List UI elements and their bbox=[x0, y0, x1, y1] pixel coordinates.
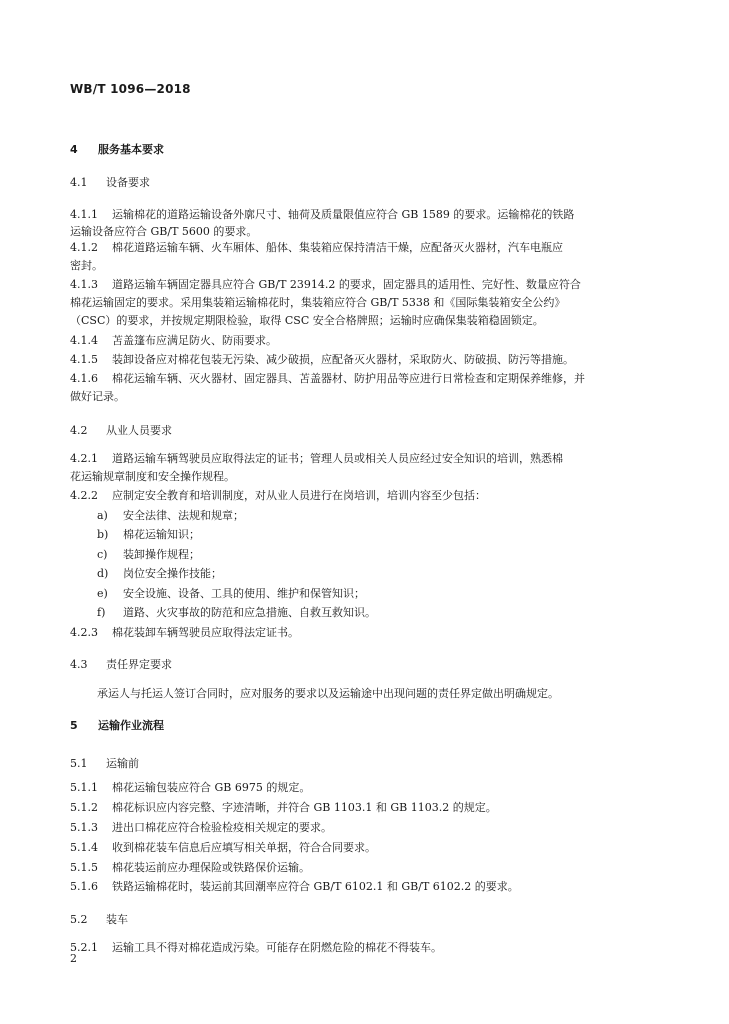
clause-text: 安全设施、设备、工具的使用、维护和保管知识； bbox=[123, 587, 365, 600]
list-item bbox=[97, 547, 659, 563]
subsection-heading bbox=[70, 912, 659, 928]
list-item bbox=[97, 566, 659, 582]
clause-number: 4.3 bbox=[70, 658, 88, 671]
subsection-heading bbox=[70, 657, 659, 673]
subsection-heading bbox=[70, 423, 659, 439]
clause-number: 4.1.4 bbox=[70, 334, 98, 347]
section-heading bbox=[70, 142, 659, 158]
text-line bbox=[70, 207, 659, 223]
clause-text: 做好记录。 bbox=[70, 390, 125, 403]
list-item bbox=[97, 586, 659, 602]
clause-text: 服务基本要求 bbox=[98, 143, 164, 156]
text-line bbox=[70, 352, 659, 368]
clause-text: 棉花装运前应办理保险或铁路保价运输。 bbox=[112, 861, 310, 874]
clause-text: 棉花运输固定的要求。采用集装箱运输棉花时，集装箱应符合 GB/T 5338 和《国际集装箱安全公约》 bbox=[70, 296, 566, 309]
clause-number: 5.1.6 bbox=[70, 880, 98, 893]
text-line bbox=[70, 488, 659, 504]
clause-text: 道路运输车辆固定器具应符合 GB/T 23914.2 的要求，固定器具的适用性、完好性、数量应符合 bbox=[112, 278, 581, 291]
text-line bbox=[70, 258, 659, 274]
clause-text: 应制定安全教育和培训制度，对从业人员进行在岗培训，培训内容至少包括： bbox=[112, 489, 486, 502]
clause-number: 5.1 bbox=[70, 757, 88, 770]
clause-text: 花运输规章制度和安全操作规程。 bbox=[70, 470, 235, 483]
clause-number: 4.1.2 bbox=[70, 241, 98, 254]
clause-text: （CSC）的要求，并按规定期限检验，取得 CSC 安全合格牌照；运输时应确保集装箱稳固锁定。 bbox=[70, 314, 544, 327]
clause-text: 道路运输车辆驾驶员应取得法定的证书；管理人员或相关人员应经过安全知识的培训，熟悉棉 bbox=[112, 452, 563, 465]
text-line bbox=[70, 780, 659, 796]
clause-text: 装卸操作规程； bbox=[123, 548, 200, 561]
clause-text: 棉花运输车辆、灭火器材、固定器具、苫盖器材、防护用品等应进行日常检查和定期保养维修，并 bbox=[112, 372, 585, 385]
clause-text: 运输工具不得对棉花造成污染。可能存在阴燃危险的棉花不得装车。 bbox=[112, 941, 442, 954]
clause-text: 苫盖篷布应满足防火、防雨要求。 bbox=[112, 334, 277, 347]
clause-number: 4.2 bbox=[70, 424, 88, 437]
clause-text: 装车 bbox=[106, 913, 128, 926]
clause-number: 5 bbox=[70, 719, 78, 732]
subsection-heading bbox=[70, 175, 659, 191]
list-item bbox=[97, 508, 659, 524]
text-line bbox=[70, 295, 659, 311]
clause-number: 4.2.1 bbox=[70, 452, 98, 465]
clause-number: 5.1.5 bbox=[70, 861, 98, 874]
clause-text: 棉花装卸车辆驾驶员应取得法定证书。 bbox=[112, 626, 299, 639]
text-line bbox=[70, 800, 659, 816]
text-line bbox=[97, 686, 659, 702]
clause-text: 棉花运输包装应符合 GB 6975 的规定。 bbox=[112, 781, 311, 794]
text-line bbox=[70, 940, 659, 956]
clause-number: 5.1.4 bbox=[70, 841, 98, 854]
clause-text: 安全法律、法规和规章； bbox=[123, 509, 244, 522]
clause-number: 4.1.1 bbox=[70, 208, 98, 221]
subsection-heading bbox=[70, 756, 659, 772]
clause-number: 4.1.3 bbox=[70, 278, 98, 291]
clause-number: 4.1.5 bbox=[70, 353, 98, 366]
clause-text: 设备要求 bbox=[106, 176, 150, 189]
clause-text: 棉花道路运输车辆、火车厢体、船体、集装箱应保持清洁干燥，应配备灭火器材，汽车电瓶应 bbox=[112, 241, 563, 254]
section-heading bbox=[70, 718, 659, 734]
text-line bbox=[70, 371, 659, 387]
clause-number: c) bbox=[97, 548, 108, 561]
clause-text: 运输棉花的道路运输设备外廓尺寸、轴荷及质量限值应符合 GB 1589 的要求。运输棉花的铁路 bbox=[112, 208, 575, 221]
text-line bbox=[70, 879, 659, 895]
clause-number: 5.2.1 bbox=[70, 941, 98, 954]
clause-text: 责任界定要求 bbox=[106, 658, 172, 671]
text-line bbox=[70, 860, 659, 876]
clause-text: 运输作业流程 bbox=[98, 719, 164, 732]
list-item bbox=[97, 605, 659, 621]
clause-number: e) bbox=[97, 587, 108, 600]
clause-text: 道路、火灾事故的防范和应急措施、自救互救知识。 bbox=[123, 606, 376, 619]
clause-number: 5.1.3 bbox=[70, 821, 98, 834]
clause-number: 5.2 bbox=[70, 913, 88, 926]
text-line bbox=[70, 840, 659, 856]
clause-number: a) bbox=[97, 509, 108, 522]
clause-number: 4.2.3 bbox=[70, 626, 98, 639]
list-item bbox=[97, 527, 659, 543]
clause-number: 4.1 bbox=[70, 176, 88, 189]
text-line bbox=[70, 625, 659, 641]
clause-number: 5.1.2 bbox=[70, 801, 98, 814]
clause-number: 4.2.2 bbox=[70, 489, 98, 502]
text-line bbox=[70, 469, 659, 485]
clause-number: d) bbox=[97, 567, 109, 580]
text-line bbox=[70, 224, 659, 240]
clause-number: b) bbox=[97, 528, 109, 541]
clause-text: 从业人员要求 bbox=[106, 424, 172, 437]
clause-text: 运输前 bbox=[106, 757, 139, 770]
clause-text: 进出口棉花应符合检验检疫相关规定的要求。 bbox=[112, 821, 332, 834]
clause-text: 棉花运输知识； bbox=[123, 528, 200, 541]
text-line bbox=[70, 240, 659, 256]
standard-number-header: WB/T 1096—2018 bbox=[70, 82, 191, 96]
text-line bbox=[70, 333, 659, 349]
text-line bbox=[70, 277, 659, 293]
text-line bbox=[70, 313, 659, 329]
text-line bbox=[70, 451, 659, 467]
clause-number: 5.1.1 bbox=[70, 781, 98, 794]
clause-text: 收到棉花装车信息后应填写相关单据，符合合同要求。 bbox=[112, 841, 376, 854]
clause-text: 岗位安全操作技能； bbox=[123, 567, 222, 580]
clause-text: 运输设备应符合 GB/T 5600 的要求。 bbox=[70, 225, 258, 238]
clause-text: 承运人与托运人签订合同时，应对服务的要求以及运输途中出现问题的责任界定做出明确规定。 bbox=[97, 687, 559, 700]
clause-number: 4.1.6 bbox=[70, 372, 98, 385]
clause-text: 装卸设备应对棉花包装无污染、减少破损，应配备灭火器材，采取防火、防破损、防污等措施。 bbox=[112, 353, 574, 366]
text-line bbox=[70, 389, 659, 405]
clause-text: 铁路运输棉花时，装运前其回潮率应符合 GB/T 6102.1 和 GB/T 6102.2 的要求。 bbox=[112, 880, 519, 893]
clause-text: 密封。 bbox=[70, 259, 103, 272]
clause-text: 棉花标识应内容完整、字迹清晰，并符合 GB 1103.1 和 GB 1103.2 的规定。 bbox=[112, 801, 497, 814]
text-line bbox=[70, 820, 659, 836]
clause-number: 4 bbox=[70, 143, 78, 156]
page-number: 2 bbox=[70, 952, 77, 965]
clause-number: f) bbox=[97, 606, 106, 619]
